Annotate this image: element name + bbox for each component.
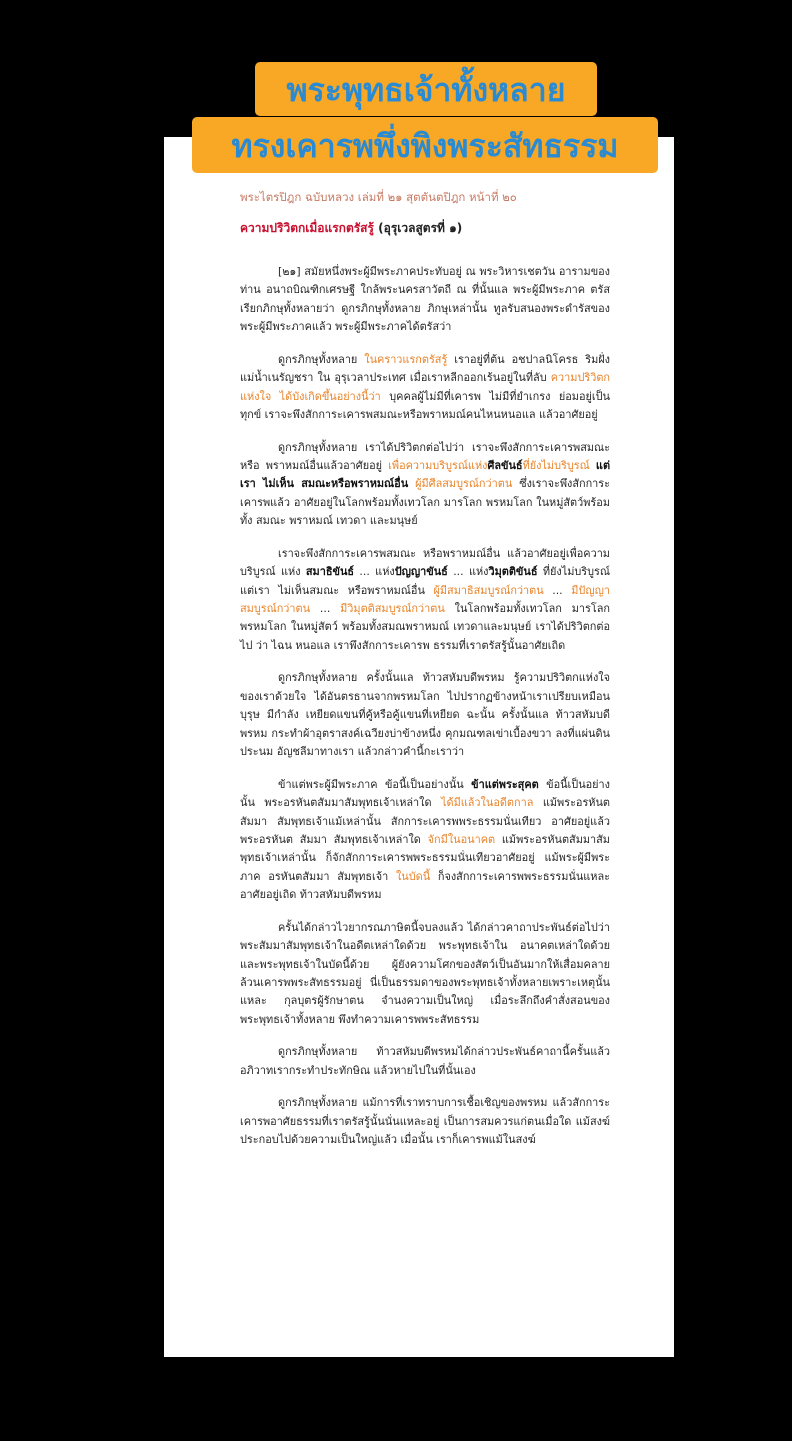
sutta-body (240, 263, 610, 1164)
sutta-heading (240, 219, 462, 238)
bold-text: สมาธิขันธ์ (305, 565, 355, 579)
bold-text: ปัญญาขันธ์ (394, 565, 448, 579)
bold-text: แต่เรา ไม่เห็น สมณะหรือพราหมณ์อื่น (240, 459, 611, 491)
highlighted-text: ผู้มีสมาธิสมบูรณ์กว่าตน (433, 583, 544, 597)
highlighted-text: มีวิมุตติสมบูรณ์กว่าตน (340, 602, 445, 616)
text-segment: ข้าแต่พระผู้มีพระภาค ข้อนี้เป็นอย่างนั้น (278, 777, 472, 791)
highlighted-text: ในคราวแรกตรัสรู้ (364, 352, 448, 366)
text-segment: ในโลกพร้อมทั้งเทวโลก มารโลก พรหมโลก ในหมู่สัตว์ พร้อมทั้งสมณพราหมณ์ เทวดาและมนุษย์ เราได้ปริวิตกต่อไป ว่า ไฉน หนอแล เราพึงสักการะเคารพ ธรรมที่เราตรัสรู้นั้นอาศัยเถิด (240, 602, 610, 652)
text-segment: ซึ่งเราจะพึงสักการะ เคารพแล้ว อาศัยอยู่ในโลกพร้อมทั้งเทวโลก มารโลก พรหมโลก ในหมู่สัตว์พร้อมทั้ง สมณะ พราหมณ์ เทวดา และมนุษย์ (240, 477, 610, 528)
text-segment: ... (543, 583, 572, 597)
paragraph (240, 669, 610, 761)
highlighted-text: ผู้มีศีลสมบูรณ์กว่าตน (415, 477, 513, 491)
scripture-reference: พระไตรปิฎก ฉบับหลวง เล่มที่ ๒๑ สุตตันตปิฎก หน้าที่ ๒๐ (240, 190, 517, 204)
highlighted-text: ได้มีแล้วในอดีตกาล (441, 796, 534, 810)
highlighted-text: มีปัญญา สมบูรณ์กว่าตน (240, 583, 611, 616)
title-line-1: พระพุทธเจ้าทั้งหลาย (255, 62, 597, 116)
paragraph (240, 776, 610, 905)
text-segment: ที่ยังไม่บริบูรณ์ แต่เรา ไม่เห็นสมณะ หรือพราหมณ์อื่น (240, 565, 611, 597)
text-segment: ... (310, 602, 341, 616)
text-segment: ก็จงสักการะเคารพพระธรรมนั่นแหละ อาศัยอยู่เถิด ท้าวสหัมบดีพรหม (240, 869, 610, 902)
highlighted-text: จักมีในอนาคต (427, 832, 496, 846)
sutta-heading-main: ความปริวิตกเมื่อแรกตรัสรู้ (240, 221, 374, 235)
paragraph (240, 439, 610, 531)
text-segment: ดูกรภิกษุทั้งหลาย แม้การที่เราทราบการเชื้อเชิญของพรหม แล้วสักการะ เคารพอาศัยธรรมที่เราตรัสรู้นั้นนั่นแหละอยู่ เป็นการสมควรแก่ตนเมื่อใด แม้สงฆ์ ประกอบไปด้วยความเป็นใหญ่แล้ว เมื่อนั้น เราก็เคารพแม้ในสงฆ์ (240, 1096, 610, 1147)
text-segment: ดูกรภิกษุทั้งหลาย (278, 352, 365, 366)
paragraph (240, 919, 610, 1029)
highlighted-text: ในบัดนี้ (395, 869, 431, 883)
paragraph (240, 1094, 610, 1149)
text-segment: ดูกรภิกษุทั้งหลาย เราได้ปริวิตกต่อไปว่า เราจะพึงสักการะเคารพสมณะ หรือ พราหมณ์อื่นแล้วอาศัยอยู่ (240, 440, 610, 473)
title-line-2: ทรงเคารพพึ่งพิงพระสัทธรรม (192, 117, 658, 173)
highlighted-text: ความปริวิตก แห่งใจ ได้บังเกิดขึ้นอย่างนี้ว่า (240, 371, 610, 403)
text-segment: ... แห่ง (354, 565, 395, 579)
text-segment: เราจะพึงสักการะเคารพสมณะ หรือพราหมณ์อื่น แล้วอาศัยอยู่เพื่อความ บริบูรณ์ แห่ง (240, 546, 610, 579)
paragraph (240, 263, 610, 337)
text-segment: ครั้นได้กล่าวไวยากรณภาษิตนี้จบลงแล้ว ได้กล่าวคาถาประพันธ์ต่อไปว่า พระสัมมาสัมพุทธเจ้าในอดีตเหล่าใดด้วย พระพุทธเจ้าใน อนาคตเหล่าใดด้วย และพระพุทธเจ้าในบัดนี้ด้วย ผู้ยังความโศกของสัตว์เป็นอันมากให้เสื่อมคลาย ล้วนเคารพพระสัทธรรมอยู่ นี่เป็นธรรมดาของพระพุทธเจ้าทั้งหลายเพราะเหตุนั้นแหละ กุลบุตรผู้รักษาตน จำนงความเป็นใหญ่ เมื่อระลึกถึงคำสั่งสอนของพระพุทธเจ้าทั้งหลาย พึงทำความเคารพพระสัทธรรม (240, 920, 610, 1026)
text-segment: แม้พระอรหันตสัมมาสัมพุทธเจ้าเหล่านั้น ก็จักสักการะเคารพพระธรรมนั่นเทียวอาศัยอยู่ แม้พระผู้มีพระภาค อรหันตสัมมา สัมพุทธเจ้า (240, 832, 610, 883)
highlighted-text: ที่ยังไม่บริบูรณ์ (522, 459, 590, 473)
paragraph (240, 351, 610, 425)
text-segment: ดูกรภิกษุทั้งหลาย ท้าวสหัมบดีพรหมได้กล่าวประพันธ์คาถานี้ครั้นแล้ว อภิวาทเรากระทำประทักษิณ แล้วหายไปในที่นั้นเอง (240, 1045, 610, 1077)
text-segment: [๒๑] สมัยหนึ่งพระผู้มีพระภาคประทับอยู่ ณ พระวิหารเชตวัน อารามของท่าน อนาถบิณฑิกเศรษฐี ใกล้พระนครสาวัตถี ณ ที่นั้นแล พระผู้มีพระภาค ตรัสเรียกภิกษุทั้งหลายว่า ดูกรภิกษุทั้งหลาย ภิกษุเหล่านั้น ทูลรับสนองพระดำรัสของ พระผู้มีพระภาคแล้ว พระผู้มีพระภาคได้ตรัสว่า (240, 265, 610, 334)
highlighted-text: เพื่อความบริบูรณ์แห่ง (388, 459, 488, 473)
text-segment: บุคคลผู้ไม่มีที่เคารพ ไม่มีที่ยำเกรง ย่อมอยู่เป็นทุกข์ เราจะพึงสักการะเคารพสมณะหรือพราหมณ์คนไหนหนอแล แล้วอาศัยอยู่ (240, 389, 610, 422)
bold-text: ข้าแต่พระสุคต (471, 777, 539, 791)
sutta-heading-sub: (อุรุเวลสูตรที่ ๑) (373, 221, 463, 235)
bold-text: วิมุตติขันธ์ (488, 565, 538, 579)
bold-text: ศีลขันธ์ (487, 459, 523, 473)
text-segment: เราอยู่ที่ต้น อชปาลนิโครธ ริมฝั่ง แม่น้ำเนรัญชรา ใน อุรุเวลาประเทศ เมื่อเราหลีกออกเร้นอยู่ในที่ลับ (240, 352, 610, 385)
paragraph (240, 545, 610, 655)
text-segment: แม้พระอรหันตสัมมา สัมพุทธเจ้าแม้เหล่านั้น สักการะเคารพพระธรรมนั่นเทียว อาศัยอยู่แล้ว พระอรหันต สัมมา สัมพุทธเจ้าเหล่าใด (240, 796, 611, 846)
paragraph (240, 1043, 610, 1080)
text-segment: ดูกรภิกษุทั้งหลาย ครั้งนั้นแล ท้าวสหัมบดีพรหม รู้ความปริวิตกแห่งใจ ของเราด้วยใจ ได้อันตรธานจากพรหมโลก ไปปรากฏข้างหน้าเราเปรียบเหมือนบุรุษ มีกำลัง เหยียดแขนที่คู้หรือคู้แขนที่เหยียด ฉะนั้น ครั้งนั้นแล ท้าวสหัมบดีพรหม กระทำผ้าอุตราสงค์เฉวียงบ่าข้างหนึ่ง คุกมณฑลเข่าเบื้องขวา ลงที่แผ่นดินประนม อัญชลีมาทางเรา แล้วกล่าวคำนี้กะเราว่า (240, 671, 610, 759)
text-segment: ข้อนี้เป็นอย่างนั้น พระอรหันตสัมมาสัมพุทธเจ้าเหล่าใด (240, 777, 610, 810)
text-segment: ... แห่ง (447, 565, 489, 579)
